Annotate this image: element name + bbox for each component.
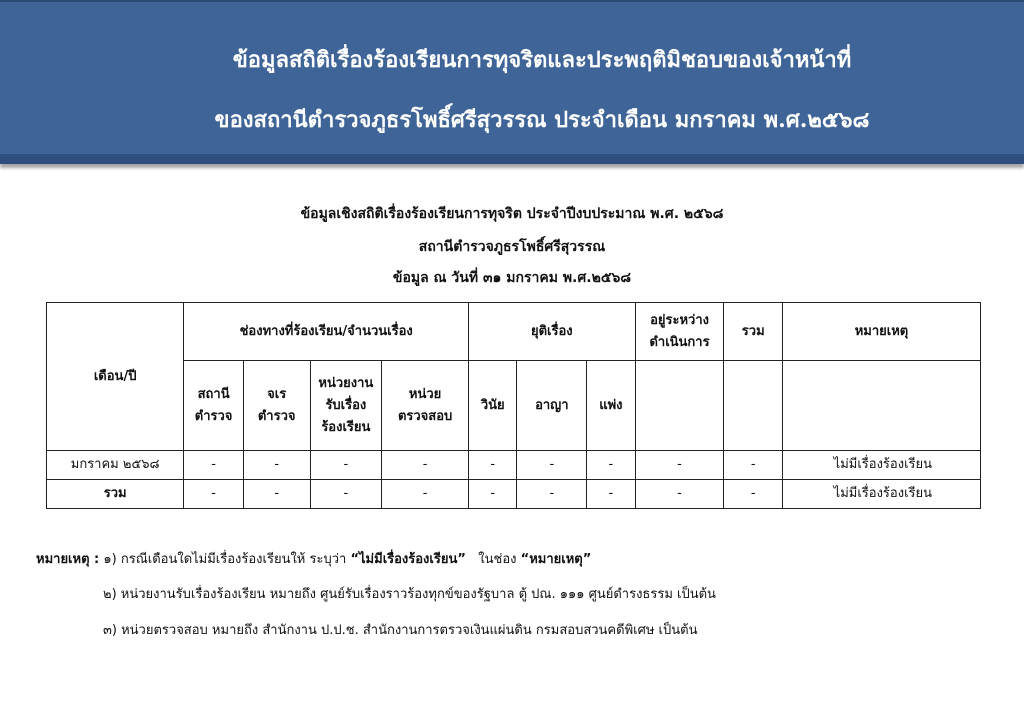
row-total-label: รวม xyxy=(47,480,184,509)
footnote-1-text-b: ในช่อง xyxy=(478,552,517,567)
table-row-total xyxy=(47,480,981,509)
footnote-1-quote-a: “ไม่มีเรื่องร้องเรียน” xyxy=(350,552,466,567)
subheader-empty-total xyxy=(724,361,783,451)
cell-audit: - xyxy=(382,480,469,509)
header-in-progress xyxy=(635,303,724,361)
banner-bottom-band xyxy=(0,154,1024,164)
cell-agency: - xyxy=(310,480,382,509)
cell-total: - xyxy=(724,451,783,480)
cell-criminal: - xyxy=(517,480,587,509)
report-subtitle: ข้อมูลเชิงสถิติเรื่องร้องเรียนการทุจริต ประจำปีงบประมาณ พ.ศ. ๒๕๖๘ xyxy=(300,206,724,222)
subheader-empty-remarks xyxy=(783,361,981,451)
subheader-agency xyxy=(310,361,382,451)
footnote-label: หมายเหตุ : xyxy=(36,552,100,567)
subheader-patrol xyxy=(243,361,310,451)
footnote-1-text-a: ๑) กรณีเดือนใดไม่มีเรื่องร้องเรียนให้ ระบุว่า xyxy=(103,552,347,567)
cell-remark: ไม่มีเรื่องร้องเรียน xyxy=(783,480,981,509)
cell-discipline: - xyxy=(469,451,517,480)
subheader-station xyxy=(184,361,244,451)
subheader-criminal: อาญา xyxy=(517,361,587,451)
cell-agency: - xyxy=(310,451,382,480)
complaint-statistics-table xyxy=(46,302,981,509)
cell-patrol: - xyxy=(243,451,310,480)
subheader-patrol-line-2: ตำรวจ xyxy=(257,408,296,424)
subheader-audit-line-2: ตรวจสอบ xyxy=(397,408,453,424)
cell-civil: - xyxy=(587,480,635,509)
footnote-1-quote-b: “หมายเหตุ” xyxy=(520,552,592,567)
header-in-progress-line-2: ดำเนินการ xyxy=(649,334,710,350)
cell-patrol: - xyxy=(243,480,310,509)
cell-audit: - xyxy=(382,451,469,480)
cell-discipline: - xyxy=(469,480,517,509)
cell-in-progress: - xyxy=(635,480,724,509)
footnote-2: ๒) หน่วยงานรับเรื่องร้องเรียน หมายถึง ศูนย์รับเรื่องราวร้องทุกข์ของรัฐบาล ตู้ ปณ. ๑๑๑ ศูนย์ดำรงธรรม เป็นต้น xyxy=(103,587,716,602)
subheader-audit-line-1: หน่วย xyxy=(408,386,442,402)
subheader-patrol-line-1: จเร xyxy=(267,386,287,402)
banner-title-line-2: ของสถานีตำรวจภูธรโพธิ์ศรีสุวรรณ ประจำเดือน มกราคม พ.ศ.๒๕๖๘ xyxy=(214,107,870,133)
footnote-1 xyxy=(36,548,591,569)
subheader-agency-line-1: หน่วยงาน xyxy=(318,375,374,391)
cell-in-progress: - xyxy=(635,451,724,480)
cell-criminal: - xyxy=(517,451,587,480)
header-remarks: หมายเหตุ xyxy=(783,303,981,361)
header-total: รวม xyxy=(724,303,783,361)
subheader-audit xyxy=(382,361,469,451)
header-channels: ช่องทางที่ร้องเรียน/จำนวนเรื่อง xyxy=(184,303,469,361)
header-in-progress-line-1: อยู่ระหว่าง xyxy=(650,312,709,328)
subheader-agency-line-3: ร้องเรียน xyxy=(321,419,371,435)
footnote-3: ๓) หน่วยตรวจสอบ หมายถึง สำนักงาน ป.ป.ช. สำนักงานการตรวจเงินแผ่นดิน กรมสอบสวนคดีพิเศษ เป็นต้น xyxy=(103,623,698,638)
subheader-discipline: วินัย xyxy=(469,361,517,451)
header-banner xyxy=(0,0,1024,164)
cell-station: - xyxy=(184,451,244,480)
header-terminated: ยุติเรื่อง xyxy=(469,303,636,361)
cell-total: - xyxy=(724,480,783,509)
subheader-agency-line-2: รับเรื่อง xyxy=(325,397,367,413)
header-month-year: เดือน/ปี xyxy=(47,303,184,451)
row-month: มกราคม ๒๕๖๘ xyxy=(47,451,184,480)
subheader-station-line-2: ตำรวจ xyxy=(194,408,233,424)
cell-remark: ไม่มีเรื่องร้องเรียน xyxy=(783,451,981,480)
cell-station: - xyxy=(184,480,244,509)
subheader-station-line-1: สถานี xyxy=(197,386,230,402)
banner-title-line-1: ข้อมูลสถิติเรื่องร้องเรียนการทุจริตและประพฤติมิชอบของเจ้าหน้าที่ xyxy=(232,47,852,73)
subheader-civil: แพ่ง xyxy=(587,361,635,451)
subheader-empty-in-progress xyxy=(635,361,724,451)
station-name: สถานีตำรวจภูธรโพธิ์ศรีสุวรรณ xyxy=(418,239,606,255)
table-row xyxy=(47,451,981,480)
cell-civil: - xyxy=(587,451,635,480)
data-as-of-date: ข้อมูล ณ วันที่ ๓๑ มกราคม พ.ศ.๒๕๖๘ xyxy=(392,270,632,286)
